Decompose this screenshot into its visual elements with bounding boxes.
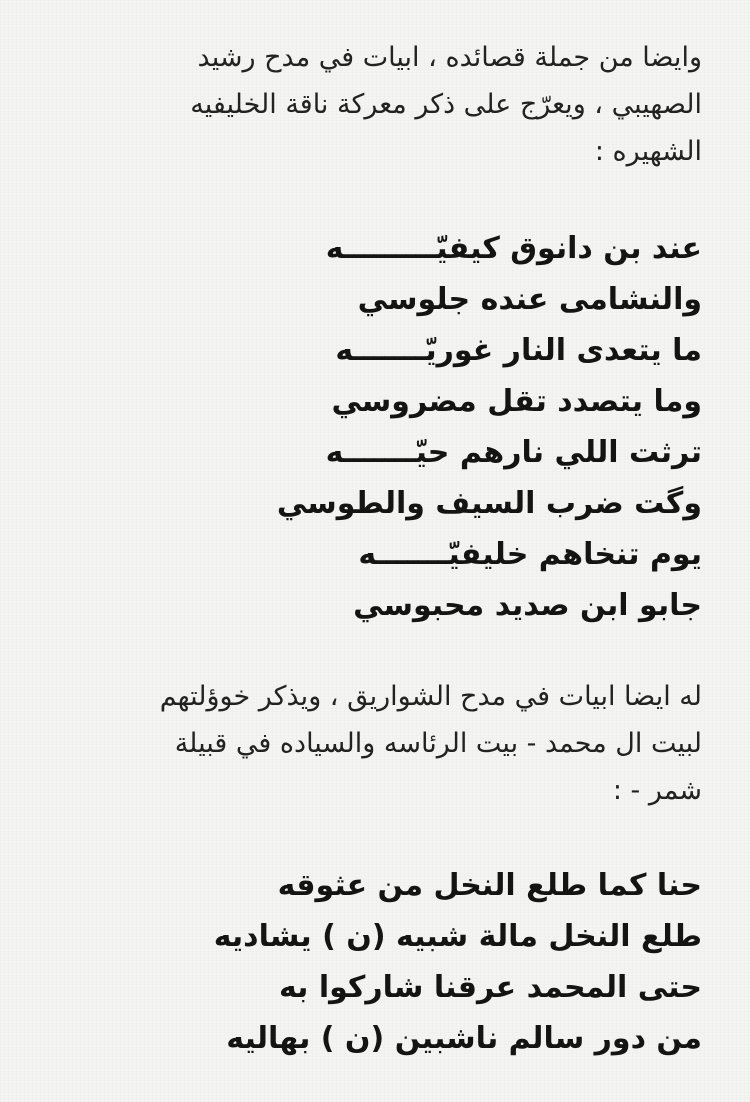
poem-2-verse: من دور سالم ناشبين (ن ) بهاليه bbox=[226, 1021, 702, 1056]
intro-2-line: له ايضا ابيات في مدح الشواريق ، ويذكر خوؤلتهم bbox=[159, 681, 702, 712]
poem-1-verse: يوم تنخاهم خليفيّـــــــه bbox=[358, 537, 702, 572]
poem-2 bbox=[42, 860, 702, 1064]
intro-2-line: شمر - : bbox=[612, 775, 702, 806]
poem-1-verse: ما يتعدى النار غوريّـــــــه bbox=[335, 333, 702, 368]
poem-1-verse: ترثت اللي نارهم حيّـــــــه bbox=[325, 435, 702, 470]
poem-1-verse: وما يتصدد تقل مضروسي bbox=[331, 384, 702, 419]
poem-2-verse: طلع النخل مالة شبيه (ن ) يشاديه bbox=[213, 919, 702, 954]
poem-1-verse: جابو ابن صديد محبوسي bbox=[353, 588, 702, 623]
intro-paragraph-1 bbox=[42, 34, 702, 175]
poem-1-verse: عند بن دانوق كيفيّـــــــــه bbox=[325, 231, 702, 266]
poem-2-verse: حتى المحمد عرقنا شاركوا به bbox=[278, 970, 702, 1005]
poem-1-verse: والنشامى عنده جلوسي bbox=[357, 282, 702, 317]
poem-2-verse: حنا كما طلع النخل من عثوقه bbox=[277, 868, 702, 903]
intro-paragraph-2 bbox=[42, 673, 702, 814]
intro-2-line: لبيت ال محمد - بيت الرئاسه والسياده في قبيلة bbox=[174, 728, 702, 759]
intro-1-line: وايضا من جملة قصائده ، ابيات في مدح رشيد bbox=[197, 42, 702, 73]
intro-1-line: الصهيبي ، ويعرّج على ذكر معركة ناقة الخليفيه bbox=[190, 89, 702, 120]
intro-1-line: الشهيره : bbox=[594, 136, 702, 167]
poem-1 bbox=[42, 223, 702, 631]
poem-1-verse: وگت ضرب السيف والطوسي bbox=[276, 486, 702, 521]
